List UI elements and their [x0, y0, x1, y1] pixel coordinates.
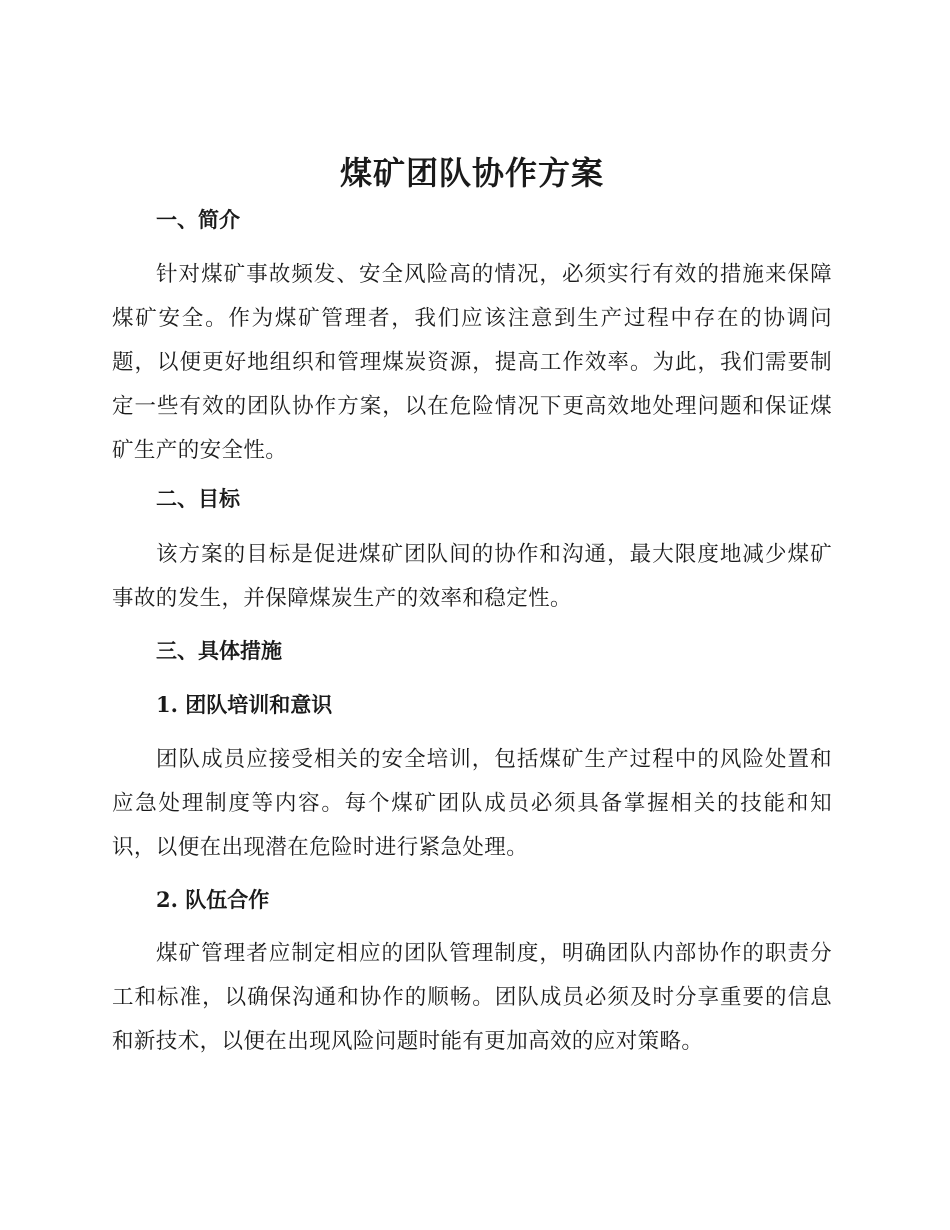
- subsection-heading-teamwork: 2. 队伍合作: [156, 887, 270, 912]
- section-paragraph-intro: 针对煤矿事故频发、安全风险高的情况，必须实行有效的措施来保障煤矿安全。作为煤矿管理者，我们应该注意到生产过程中存在的协调问题，以便更好地组织和管理煤炭资源，提高工作效率。为此，我们需要制定一些有效的团队协作方案，以在危险情况下更高效地处理问题和保证煤矿生产的安全性。: [112, 262, 832, 463]
- subsection-heading-training: 1. 团队培训和意识: [156, 692, 333, 717]
- section-heading-goal: 二、目标: [156, 486, 240, 511]
- subsection-paragraph-teamwork: 煤矿管理者应制定相应的团队管理制度，明确团队内部协作的职责分工和标准，以确保沟通和协作的顺畅。团队成员必须及时分享重要的信息和新技术，以便在出现风险问题时能有更加高效的应对策略。: [112, 941, 832, 1054]
- section-heading-intro: 一、简介: [156, 207, 240, 232]
- document-title: 煤矿团队协作方案: [339, 154, 604, 192]
- section-heading-measures: 三、具体措施: [156, 638, 282, 663]
- section-paragraph-goal: 该方案的目标是促进煤矿团队间的协作和沟通，最大限度地减少煤矿事故的发生，并保障煤炭生产的效率和稳定性。: [112, 542, 832, 611]
- subsection-paragraph-training: 团队成员应接受相关的安全培训，包括煤矿生产过程中的风险处置和应急处理制度等内容。每个煤矿团队成员必须具备掌握相关的技能和知识，以便在出现潜在危险时进行紧急处理。: [112, 747, 832, 860]
